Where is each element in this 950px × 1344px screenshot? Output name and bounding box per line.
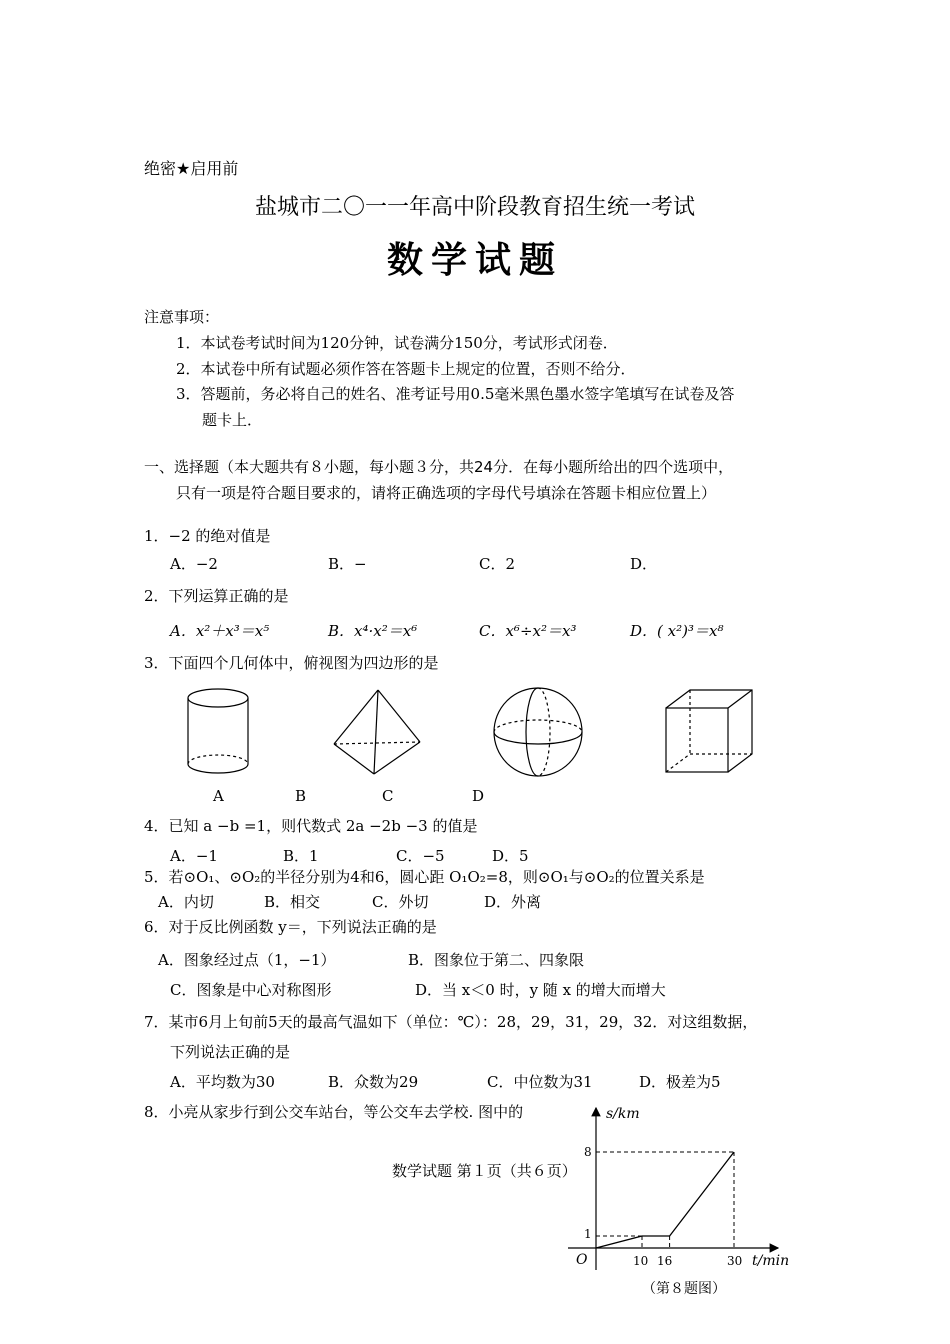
- q3-label-b: B: [295, 787, 307, 805]
- q5-option-c: C．外切: [372, 893, 429, 911]
- q5-stem: 5．若⊙O₁、⊙O₂的半径分别为4和6，圆心距 O₁O₂=8，则⊙O₁与⊙O₂的位置关系是: [144, 868, 705, 886]
- exam-title: 盐城市二〇一一年高中阶段教育招生统一考试: [254, 195, 695, 220]
- section1-line2: 只有一项是符合题目要求的，请将正确选项的字母代号填涂在答题卡相应位置上）: [176, 484, 717, 502]
- q3-solids-figure: [170, 682, 770, 782]
- section1-line1: 一、选择题（本大题共有８小题，每小题３分，共24分．在每小题所给出的四个选项中，: [144, 458, 734, 476]
- cube-shape: [666, 690, 752, 772]
- notice-item-3: 3．答题前，务必将自己的姓名、准考证号用0.5毫米黑色墨水签字笔填写在试卷及答: [176, 385, 735, 403]
- q3-label-a: A: [213, 787, 224, 805]
- notice-heading: 注意事项：: [144, 308, 220, 326]
- notice-item-1: 1．本试卷考试时间为120分钟，试卷满分150分，考试形式闭卷．: [176, 334, 618, 352]
- page-footer: 数学试题 第１页（共６页）: [392, 1162, 577, 1180]
- y-tick-8: 8: [584, 1145, 592, 1159]
- q7-stem-line1: 7．某市6月上旬前5天的最高气温如下（单位：℃）：28，29，31，29，32．对这组数据，: [144, 1013, 758, 1031]
- q7-stem-line2: 下列说法正确的是: [170, 1043, 291, 1061]
- y-tick-1: 1: [584, 1227, 592, 1241]
- q4-option-a: A．−1: [170, 847, 218, 865]
- q8-chart-caption: （第８题图）: [642, 1281, 726, 1297]
- q6-option-d: D．当 x＜0 时，y 随 x 的增大而增大: [415, 981, 666, 999]
- series-line: [596, 1152, 734, 1248]
- q4-stem: 4．已知 a −b =1，则代数式 2a −2b −3 的值是: [144, 817, 478, 835]
- q3-stem: 3．下面四个几何体中，俯视图为四边形的是: [144, 654, 439, 672]
- main-title: 数学试题: [386, 240, 563, 281]
- x-tick-30: 30: [727, 1254, 743, 1268]
- q1-option-b: B．−: [328, 555, 367, 573]
- q3-label-c: C: [382, 787, 394, 805]
- q1-option-d: D．: [630, 555, 658, 573]
- q1-option-a: A．−2: [170, 555, 218, 573]
- tetrahedron-shape: [334, 690, 420, 774]
- x-tick-10: 10: [633, 1254, 649, 1268]
- notice-item-2: 2．本试卷中所有试题必须作答在答题卡上规定的位置，否则不给分．: [176, 360, 636, 378]
- q6-stem: 6．对于反比例函数 y＝，下列说法正确的是: [144, 918, 437, 936]
- x-tick-16: 16: [657, 1254, 673, 1268]
- q7-option-c: C．中位数为31: [487, 1073, 593, 1091]
- q8-distance-time-chart: [560, 1100, 810, 1300]
- q4-option-b: B．1: [283, 847, 319, 865]
- q2-option-b: B．x⁴·x²＝x⁶: [328, 622, 418, 640]
- q5-option-b: B．相交: [264, 893, 321, 911]
- q2-option-c: C．x⁶÷x²＝x³: [479, 622, 577, 640]
- q3-label-d: D: [472, 787, 485, 805]
- q6-option-c: C．图象是中心对称图形: [170, 981, 332, 999]
- y-axis-label: s/km: [606, 1106, 640, 1122]
- q4-option-c: C．−5: [396, 847, 445, 865]
- origin-label: O: [576, 1252, 588, 1268]
- q1-option-c: C．2: [479, 555, 516, 573]
- q2-option-a: A．x²＋x³＝x⁵: [170, 622, 270, 640]
- q1-stem: 1．−2 的绝对值是: [144, 527, 271, 545]
- q2-option-d: D．( x²)³＝x⁸: [630, 622, 724, 640]
- q8-stem: 8．小亮从家步行到公交车站台，等公交车去学校. 图中的: [144, 1103, 524, 1121]
- q5-option-d: D．外离: [484, 893, 542, 911]
- x-axis-label: t/min: [752, 1253, 790, 1269]
- q4-option-d: D．5: [492, 847, 529, 865]
- secret-label: 绝密★启用前: [144, 159, 239, 178]
- notice-item-3-cont: 题卡上．: [202, 411, 263, 429]
- q7-option-b: B．众数为29: [328, 1073, 419, 1091]
- q5-option-a: A．内切: [158, 893, 214, 911]
- q7-option-d: D．极差为5: [639, 1073, 721, 1091]
- q6-option-b: B．图象位于第二、四象限: [408, 951, 585, 969]
- q2-stem: 2．下列运算正确的是: [144, 587, 289, 605]
- q6-option-a: A．图象经过点（1，−1）: [158, 951, 336, 969]
- cylinder-shape: [188, 689, 248, 773]
- q7-option-a: A．平均数为30: [170, 1073, 275, 1091]
- sphere-shape: [494, 688, 582, 776]
